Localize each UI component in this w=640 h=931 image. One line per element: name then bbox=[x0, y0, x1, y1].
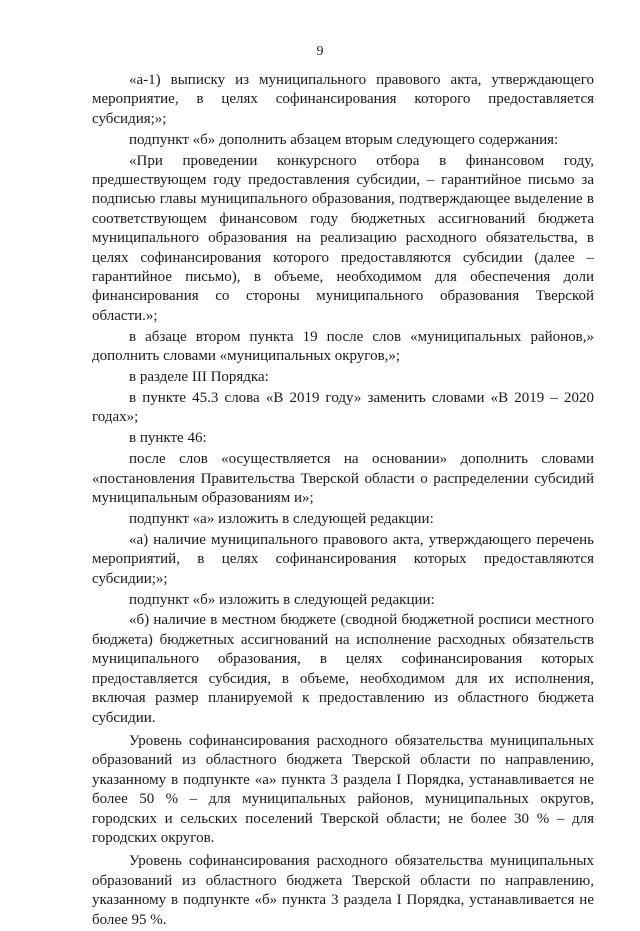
paragraph-after-words: после слов «осуществляется на основании» дополнить словами «постановления Правительства Тверской области о распределении субсидий муниципальным образованиям и»; bbox=[92, 451, 594, 507]
paragraph-subpoint-a-text: «а) наличие муниципального правового акта, утверждающего перечень мероприятий, в целях софинансирования которых предоставляются субсидии;»; bbox=[92, 531, 594, 587]
document-body bbox=[92, 71, 594, 931]
paragraph-cofinancing-level-b: Уровень софинансирования расходного обязательства муниципальных образований из областного бюджета Тверской области по направлению, указанному в подпункте «б» пункта 3 раздела I Порядка, устанавливается не более 95 %. bbox=[92, 853, 594, 928]
paragraph-amendment-a1: «а-1) выписку из муниципального правового акта, утверждающего мероприятие, в целях софинансирования которого предоставляется субсидия;»; bbox=[92, 72, 594, 127]
paragraph-subpoint-b-heading: подпункт «б» изложить в следующей редакции: bbox=[129, 591, 435, 608]
page-number: 9 bbox=[316, 44, 324, 59]
paragraph-point-46: в пункте 46: bbox=[129, 430, 207, 447]
paragraph-subpoint-a-heading: подпункт «а» изложить в следующей редакции: bbox=[129, 510, 434, 527]
paragraph-cofinancing-level-a: Уровень софинансирования расходного обязательства муниципальных образований из областного бюджета Тверской области по направлению, указанному в подпункте «а» пункта 3 раздела I Порядка, устанавливается не более 50 % – для муниципальных районов, муниципальных округов, городских и сельских поселений Тверской области; не более 30 % – для городских округов. bbox=[92, 732, 594, 846]
paragraph-guarantee-letter: «При проведении конкурсного отбора в финансовом году, предшествующем году предоставления субсидии, – гарантийное письмо за подписью главы муниципального образования, подтверждающее выделение в соответствующем финансовом году бюджетных ассигнований бюджета муниципального образования на реализацию расходного обязательства, в целях софинансирования которого предоставляются субсидии (далее – гарантийное письмо), в объеме, необходимом для обеспечения доли финансирования со стороны муниципального образования Тверской области.»; bbox=[92, 152, 594, 324]
paragraph-subpoint-b-add: подпункт «б» дополнить абзацем вторым следующего содержания: bbox=[129, 131, 559, 148]
paragraph-subpoint-b-text: «б) наличие в местном бюджете (сводной бюджетной росписи местного бюджета) бюджетных ассигнований на исполнение расходных обязательств муниципального образования, в целях софинансирования которых предоставляется субсидия, в объеме, необходимом для их исполнения, включая размер планируемой к предоставлению из областного бюджета субсидии. bbox=[92, 612, 594, 726]
paragraph-point-45-3: в пункте 45.3 слова «В 2019 году» заменить словами «В 2019 – 2020 годах»; bbox=[92, 390, 594, 426]
paragraph-point-19: в абзаце втором пункта 19 после слов «муниципальных районов,» дополнить словами «муниципальных округов,»; bbox=[92, 328, 594, 365]
paragraph-section-3: в разделе III Порядка: bbox=[129, 369, 269, 386]
